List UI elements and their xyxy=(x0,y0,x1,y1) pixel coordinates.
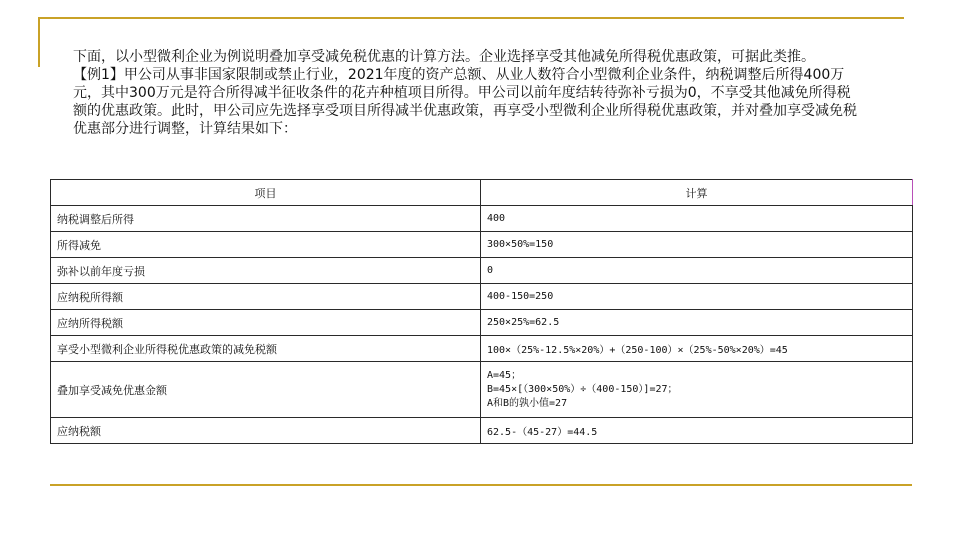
table-row xyxy=(51,206,913,232)
table-header-row xyxy=(51,180,913,206)
row-calculation: 300×50%=150 xyxy=(481,232,913,258)
row-calculation: 100×（25%-12.5%×20%）+（250-100）×（25%-50%×20%）=45 xyxy=(481,336,913,362)
row-item: 应纳税所得额 xyxy=(51,284,481,310)
header-calculation: 计算 xyxy=(481,180,913,206)
row-item: 应纳所得税额 xyxy=(51,310,481,336)
table-row xyxy=(51,310,913,336)
row-calculation: 0 xyxy=(481,258,913,284)
table-row xyxy=(51,232,913,258)
row-calculation: 62.5-（45-27）=44.5 xyxy=(481,418,913,444)
row-item: 所得减免 xyxy=(51,232,481,258)
header-item: 项目 xyxy=(51,180,481,206)
example-paragraph: 【例1】甲公司从事非国家限制或禁止行业，2021年度的资产总额、从业人数符合小型微利企业条件，纳税调整后所得400万元，其中300万元是符合所得减半征收条件的花卉种植项目所得。甲公司以前年度结转待弥补亏损为0，不享受其他减免所得税额的优惠政策。此时，甲公司应先选择享受项目所得减半优惠政策，再享受小型微利企业所得税优惠政策，并对叠加享受减免税优惠部分进行调整，计算结果如下： xyxy=(73,67,857,137)
table-row xyxy=(51,418,913,444)
calculation-line-min: A和B的孰小值=27 xyxy=(487,397,568,409)
intro-paragraph: 下面，以小型微利企业为例说明叠加享受减免税优惠的计算方法。企业选择享受其他减免所得税优惠政策，可据此类推。 xyxy=(73,49,815,65)
left-accent-line xyxy=(38,17,40,67)
table-row xyxy=(51,284,913,310)
top-accent-line xyxy=(38,17,904,19)
row-calculation: 400 xyxy=(481,206,913,232)
table-row xyxy=(51,362,913,418)
calculation-line-b: B=45×[（300×50%）÷（400-150）]=27； xyxy=(487,383,678,395)
row-item: 应纳税额 xyxy=(51,418,481,444)
row-item: 纳税调整后所得 xyxy=(51,206,481,232)
row-calculation: 400-150=250 xyxy=(481,284,913,310)
table-row xyxy=(51,336,913,362)
row-item: 叠加享受减免优惠金额 xyxy=(51,362,481,418)
calculation-table xyxy=(50,179,913,444)
intro-text xyxy=(73,48,863,138)
bottom-accent-line xyxy=(50,484,912,486)
calculation-line-a: A=45； xyxy=(487,369,522,381)
row-calculation: 250×25%=62.5 xyxy=(481,310,913,336)
row-calculation xyxy=(481,362,913,418)
table-row xyxy=(51,258,913,284)
row-item: 弥补以前年度亏损 xyxy=(51,258,481,284)
row-item: 享受小型微利企业所得税优惠政策的减免税额 xyxy=(51,336,481,362)
